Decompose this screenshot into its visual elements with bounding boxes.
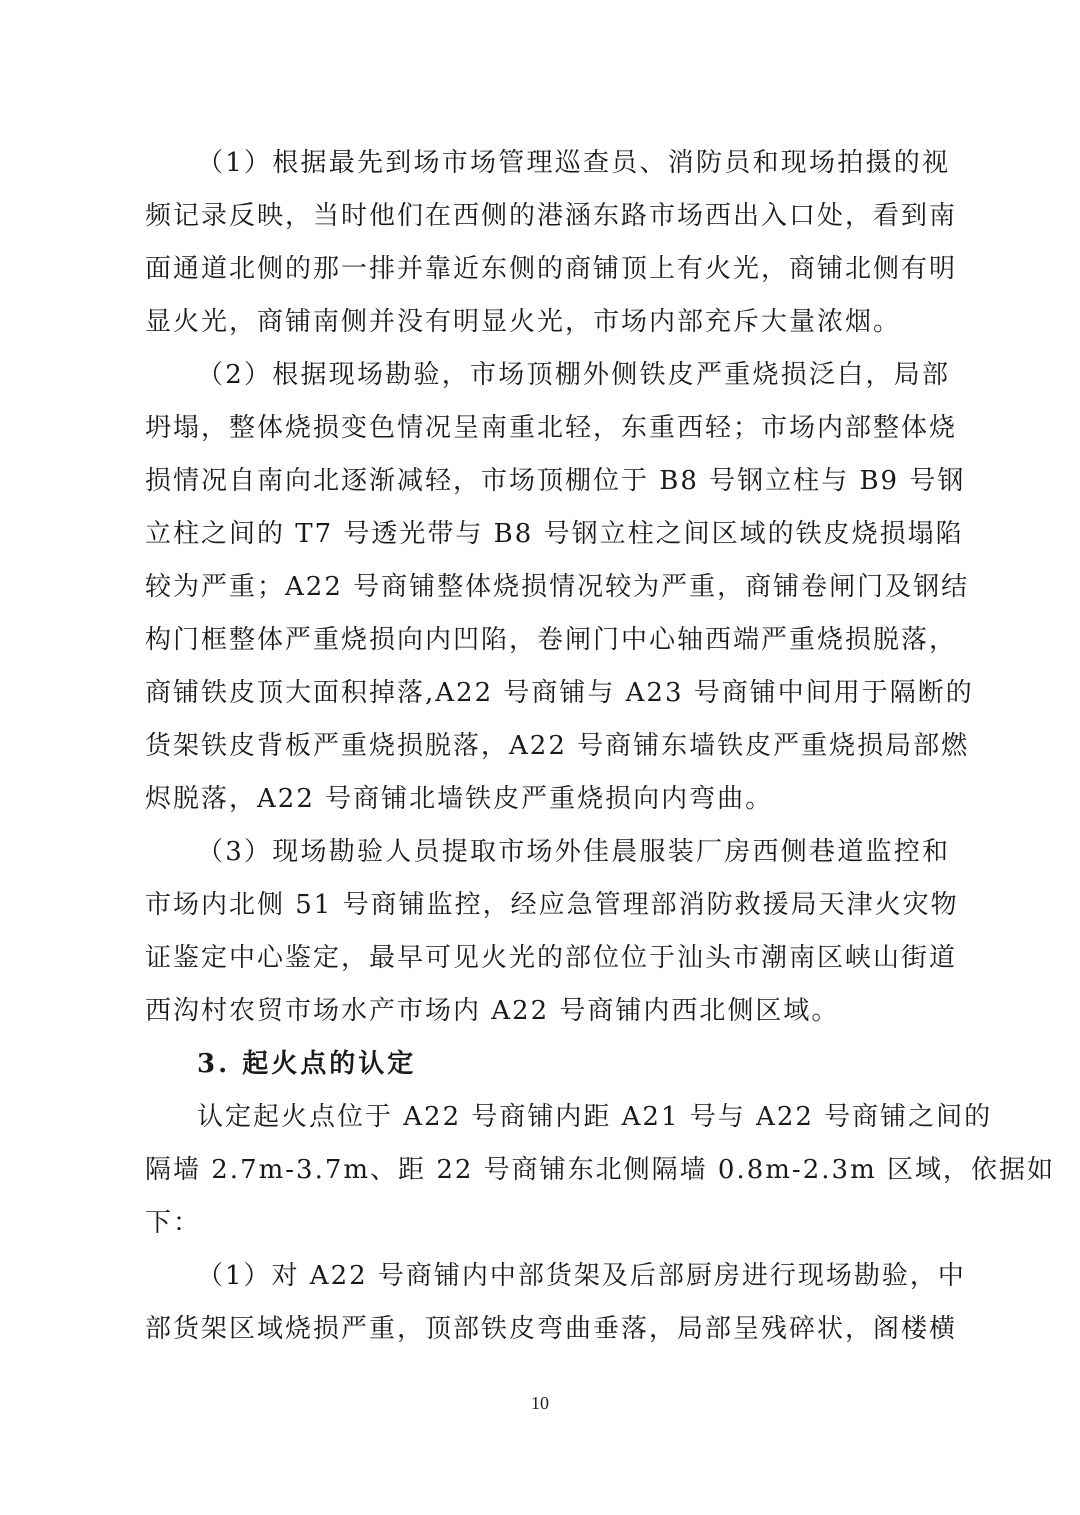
paragraph-line: 坍塌，整体烧损变色情况呈南重北轻，东重西轻；市场内部整体烧 [145,413,958,443]
page-number: 10 [531,1393,549,1413]
body-text [145,137,1055,1356]
paragraph-line: 显火光，商铺南侧并没有明显火光，市场内部充斥大量浓烟。 [145,307,902,337]
paragraph-line: 货架铁皮背板严重烧损脱落，A22 号商铺东墙铁皮严重烧损局部燃 [145,731,970,761]
paragraph-line: 部货架区域烧损严重，顶部铁皮弯曲垂落，局部呈残碎状，阁楼横 [145,1314,958,1344]
paragraph-line: 损情况自南向北逐渐减轻，市场顶棚位于 B8 号钢立柱与 B9 号钢 [145,466,966,496]
paragraph-line: 证鉴定中心鉴定，最早可见火光的部位位于汕头市潮南区峡山街道 [145,943,958,973]
paragraph-line: 下： [145,1208,202,1238]
paragraph-line: 较为严重；A22 号商铺整体烧损情况较为严重，商铺卷闸门及钢结 [145,572,970,602]
paragraph-line: 西沟村农贸市场水产市场内 A22 号商铺内西北侧区域。 [145,996,840,1026]
paragraph-line: 构门框整体严重烧损向内凹陷，卷闸门中心轴西端严重烧损脱落， [145,625,958,655]
paragraph-line: （1）根据最先到场市场管理巡查员、消防员和现场拍摄的视 [197,148,950,178]
paragraph-line: 市场内北侧 51 号商铺监控，经应急管理部消防救援局天津火灾物 [145,890,959,920]
paragraph-line: 频记录反映，当时他们在西侧的港涵东路市场西出入口处，看到南 [145,201,958,231]
paragraph-line: （1）对 A22 号商铺内中部货架及后部厨房进行现场勘验，中 [197,1261,966,1291]
section-heading: 3. 起火点的认定 [197,1049,417,1079]
paragraph-line: 立柱之间的 T7 号透光带与 B8 号钢立柱之间区域的铁皮烧损塌陷 [145,519,964,549]
paragraph-line: 烬脱落，A22 号商铺北墙铁皮严重烧损向内弯曲。 [145,784,774,814]
paragraph-line: 隔墙 2.7m-3.7m、距 22 号商铺东北侧隔墙 0.8m-2.3m 区域，依据如 [145,1155,1055,1185]
paragraph-line: （3）现场勘验人员提取市场外佳晨服装厂房西侧巷道监控和 [197,837,950,867]
paragraph-line: 面通道北侧的那一排并靠近东侧的商铺顶上有火光，商铺北侧有明 [145,254,958,284]
paragraph-line: 商铺铁皮顶大面积掉落,A22 号商铺与 A23 号商铺中间用于隔断的 [145,678,974,708]
paragraph-line: 认定起火点位于 A22 号商铺内距 A21 号与 A22 号商铺之间的 [197,1102,993,1132]
paragraph-line: （2）根据现场勘验，市场顶棚外侧铁皮严重烧损泛白，局部 [197,360,950,390]
